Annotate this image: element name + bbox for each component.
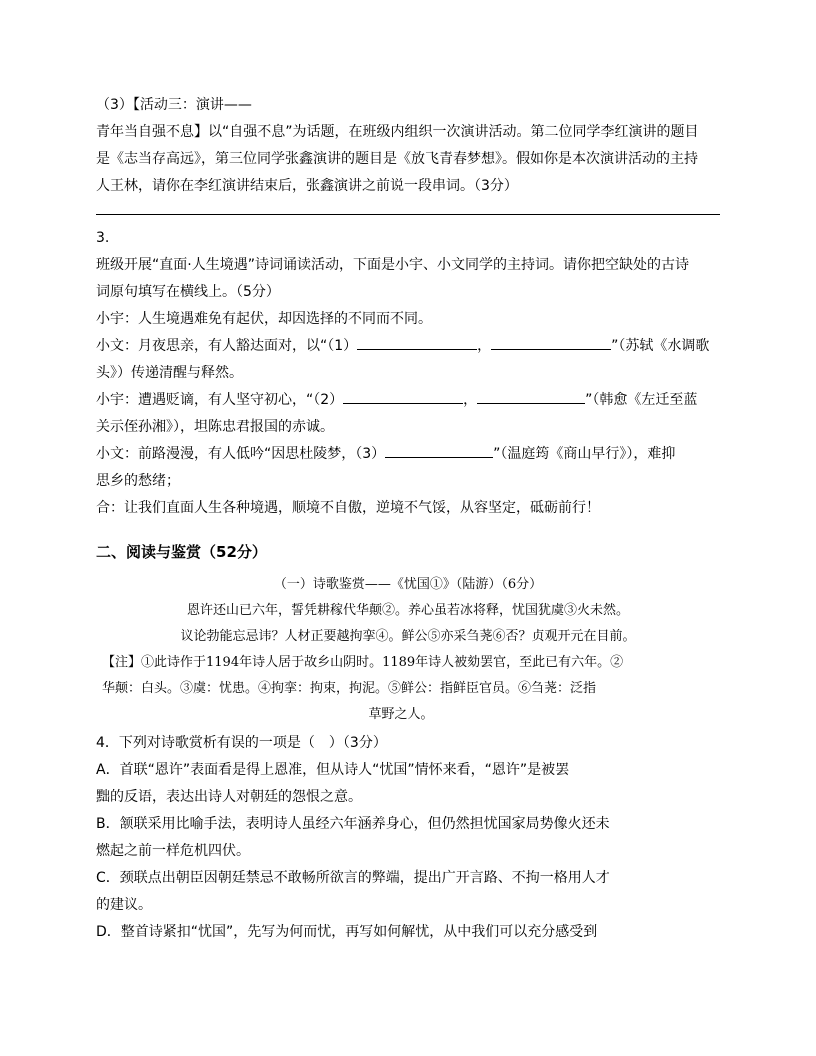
option-a[interactable]: A．首联“恩许”表面看是得上恩准，但从诗人“忧国”情怀来看，“恩许”是被罢 <box>96 762 570 778</box>
answer-line[interactable] <box>96 214 720 215</box>
document-page <box>96 92 720 946</box>
question-3-block <box>96 225 720 522</box>
activity3-line: 人王林，请你在李红演讲结束后，张鑫演讲之前说一段串词。（3分） <box>96 178 518 194</box>
option-a-cont: 黜的反语，表达出诗人对朝廷的怨恨之意。 <box>96 789 362 805</box>
option-b[interactable]: B．颔联采用比喻手法，表明诗人虽经六年涵养身心，但仍然担忧国家局势像火还未 <box>96 816 610 832</box>
dialogue-line: 小宇：遭遇贬谪，有人坚守初心，“（2） ， ”（韩愈《左迁至蓝 <box>96 387 720 414</box>
question-3-intro: 词原句填写在横线上。（5分） <box>96 284 280 300</box>
question-4-stem: 4．下列对诗歌赏析有误的一项是（ ）（3分） <box>96 735 387 751</box>
poem-line: 恩许还山已六年，誓凭耕稼代华颠②。养心虽若冰将释，忧国犹虞③火未然。 <box>186 603 629 618</box>
dialogue-line: 合：让我们直面人生各种境遇，顺境不自傲，逆境不气馁，从容坚定，砥砺前行！ <box>96 500 600 516</box>
question-3-intro: 班级开展“直面·人生境遇”诗词诵读活动，下面是小宇、小文同学的主持词。请你把空缺处的古诗 <box>96 257 689 273</box>
dialogue-line: 小文：月夜思亲，有人豁达面对，以“（1） ， ”（苏轼《水调歌 <box>96 333 720 360</box>
option-d[interactable]: D．整首诗紧扣“忧国”，先写为何而忧，再写如何解忧，从中我们可以充分感受到 <box>96 924 598 940</box>
question-3-number: 3. <box>96 230 110 246</box>
activity3-line: 青年当自强不息】以“自强不息”为话题，在班级内组织一次演讲活动。第二位同学李红演讲的题目 <box>96 124 699 140</box>
poem-heading: （一）诗歌鉴赏——《忧国①》（陆游）（6分） <box>273 577 543 592</box>
poem-line: 议论勃能忘忌讳？人材正要越拘挛④。鲜公⑤亦采刍荛⑥否？贞观开元在目前。 <box>180 629 636 644</box>
note-line: 草野之人。 <box>368 707 434 722</box>
dialogue-line: 小宇：人生境遇难免有起伏，却因选择的不同而不同。 <box>96 311 432 327</box>
poem-block <box>96 572 720 650</box>
fill-blank-1a[interactable] <box>357 335 477 350</box>
fill-blank-3[interactable] <box>385 443 493 458</box>
fill-blank-1b[interactable] <box>491 335 611 350</box>
option-b-cont: 燃起之前一样危机四伏。 <box>96 843 250 859</box>
question-4-block <box>96 730 720 946</box>
dialogue-line: 小文：前路漫漫，有人低吟“因思杜陵梦，（3） ”（温庭筠《商山早行》），难抑 <box>96 441 720 468</box>
fill-blank-2b[interactable] <box>477 389 585 404</box>
section-heading: 二、阅读与鉴赏（52分） <box>96 543 267 561</box>
activity3-block <box>96 92 720 215</box>
note-line: 【注】①此诗作于1194年诗人居于故乡山阴时。1189年诗人被劾罢官，至此已有六年。② <box>102 655 624 670</box>
dialogue-line: 关示侄孙湘》），坦陈忠君报国的赤诚。 <box>96 419 334 435</box>
option-c[interactable]: C．颈联点出朝臣因朝廷禁忌不敢畅所欲言的弊端，提出广开言路、不拘一格用人才 <box>96 870 610 886</box>
fill-blank-2a[interactable] <box>343 389 463 404</box>
note-line: 华颠：白头。③虞：忧患。④拘挛：拘束，拘泥。⑤鲜公：指鲜臣官员。⑥刍荛：泛指 <box>102 681 597 696</box>
poem-notes <box>96 650 720 728</box>
activity3-title: （3）【活动三：演讲—— <box>96 97 252 113</box>
dialogue-line: 思乡的愁绪； <box>96 473 180 489</box>
dialogue-line: 头》）传递清醒与释然。 <box>96 365 243 381</box>
option-c-cont: 的建议。 <box>96 897 152 913</box>
activity3-line: 是《志当存高远》，第三位同学张鑫演讲的题目是《放飞青春梦想》。假如你是本次演讲活动的主持 <box>96 151 698 167</box>
